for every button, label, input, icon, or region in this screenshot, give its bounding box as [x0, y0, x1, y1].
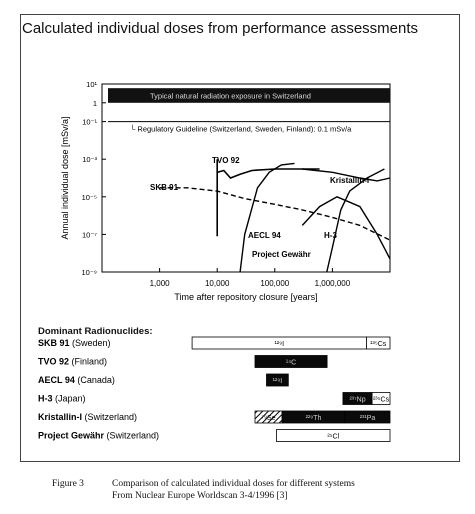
x-tick-label-3: 1,000,000	[314, 279, 351, 288]
rn-segment-label-tvo-92-0: ¹⁴C	[285, 359, 297, 367]
series-label-project-gew-hr: Project Gewähr	[252, 250, 311, 259]
rn-segment-label-kristallin-i-2: ²³¹Pa	[359, 415, 376, 422]
rn-segment-label-aecl-94-0: ¹²⁹I	[272, 378, 283, 385]
rn-row-name-aecl-94: AECL 94	[38, 375, 78, 385]
series-line-tvo-92	[217, 159, 319, 236]
regulatory-guideline-label: └ Regulatory Guideline (Switzerland, Sweden, Finland): 0.1 mSv/a	[130, 124, 352, 134]
radionuclides-heading: Dominant Radionuclides:	[38, 326, 153, 337]
rn-row-country-h-3: (Japan)	[55, 393, 86, 404]
x-tick-label-1: 10,000	[204, 279, 230, 288]
rn-row-name-h-3: H-3	[38, 393, 56, 404]
rn-row-name-project-gew-hr: Project Gewähr	[38, 430, 107, 441]
rn-row-country-kristallin-i: (Switzerland)	[84, 412, 138, 422]
series-label-skb-91: SKB 91	[150, 183, 179, 192]
series-label-tvo-92: TVO 92	[212, 156, 240, 165]
x-axis-label: Time after repository closure [years]	[174, 292, 318, 302]
rn-row-country-aecl-94: (Canada)	[77, 375, 115, 385]
caption-figure-number: Figure 3	[52, 479, 84, 489]
y-tick-label-4: 10⁻⁵	[81, 192, 97, 202]
series-label-aecl-94: AECL 94	[248, 231, 281, 240]
series-label-kristallin-i: Kristallin-I	[330, 176, 370, 185]
y-tick-label-6: 10⁻⁹	[81, 268, 97, 277]
y-tick-label-0: 10¹	[86, 80, 97, 89]
caption-line-1: Comparison of calculated individual doses for different systems	[112, 479, 355, 489]
rn-row-label-h-3	[38, 394, 86, 404]
rn-row-name-skb-91: SKB 91	[38, 338, 73, 348]
rn-segment-label-kristallin-i-0: ⁷⁹Se	[261, 415, 276, 422]
rn-segment-label-skb-91-1: ¹³⁵Cs	[370, 341, 387, 348]
series-label-h-3: H-3	[324, 231, 337, 240]
rn-segment-label-kristallin-i-1: ²²⁹Th	[305, 415, 322, 422]
rn-segment-label-h-3-1: ²³⁵Cs	[372, 396, 390, 404]
y-tick-label-3: 10⁻³	[82, 155, 97, 165]
rn-segment-label-h-3-0: ²³⁷Np	[349, 396, 366, 404]
series-line-project-gew-hr	[302, 197, 390, 259]
x-tick-label-2: 100,000	[260, 279, 290, 288]
y-tick-label-2: 10⁻¹	[82, 117, 97, 127]
rn-row-country-skb-91: (Sweden)	[72, 338, 111, 348]
rn-segment-label-project-gew-hr-0: ²⁵Cl	[327, 433, 340, 441]
x-tick-label-0: 1,000	[149, 279, 170, 288]
rn-row-label-project-gew-hr	[38, 431, 159, 441]
rn-row-name-kristallin-i: Kristallin-I	[38, 412, 85, 422]
figure-caption	[52, 478, 462, 502]
y-tick-label-5: 10⁻⁷	[81, 230, 97, 240]
caption-line-2: From Nuclear Europe Worldscan 3-4/1996 [3]	[112, 491, 288, 501]
natural-radiation-label: Typical natural radiation exposure in Switzerland	[150, 91, 311, 101]
chart-title: Calculated individual doses from performance assessments	[22, 20, 419, 37]
y-axis-label: Annual individual dose [mSv/a]	[60, 116, 70, 240]
rn-row-label-skb-91	[38, 338, 111, 348]
rn-row-label-aecl-94	[38, 375, 115, 385]
rn-segment-label-skb-91-0: ¹²⁹I	[274, 341, 285, 348]
rn-row-country-project-gew-hr: (Switzerland)	[106, 430, 160, 441]
rn-row-label-kristallin-i	[38, 412, 137, 422]
rn-row-country-tvo-92: (Finland)	[71, 356, 108, 367]
rn-row-label-tvo-92	[38, 357, 107, 367]
y-tick-label-1: 1	[92, 98, 97, 108]
rn-row-name-tvo-92: TVO 92	[38, 356, 72, 367]
